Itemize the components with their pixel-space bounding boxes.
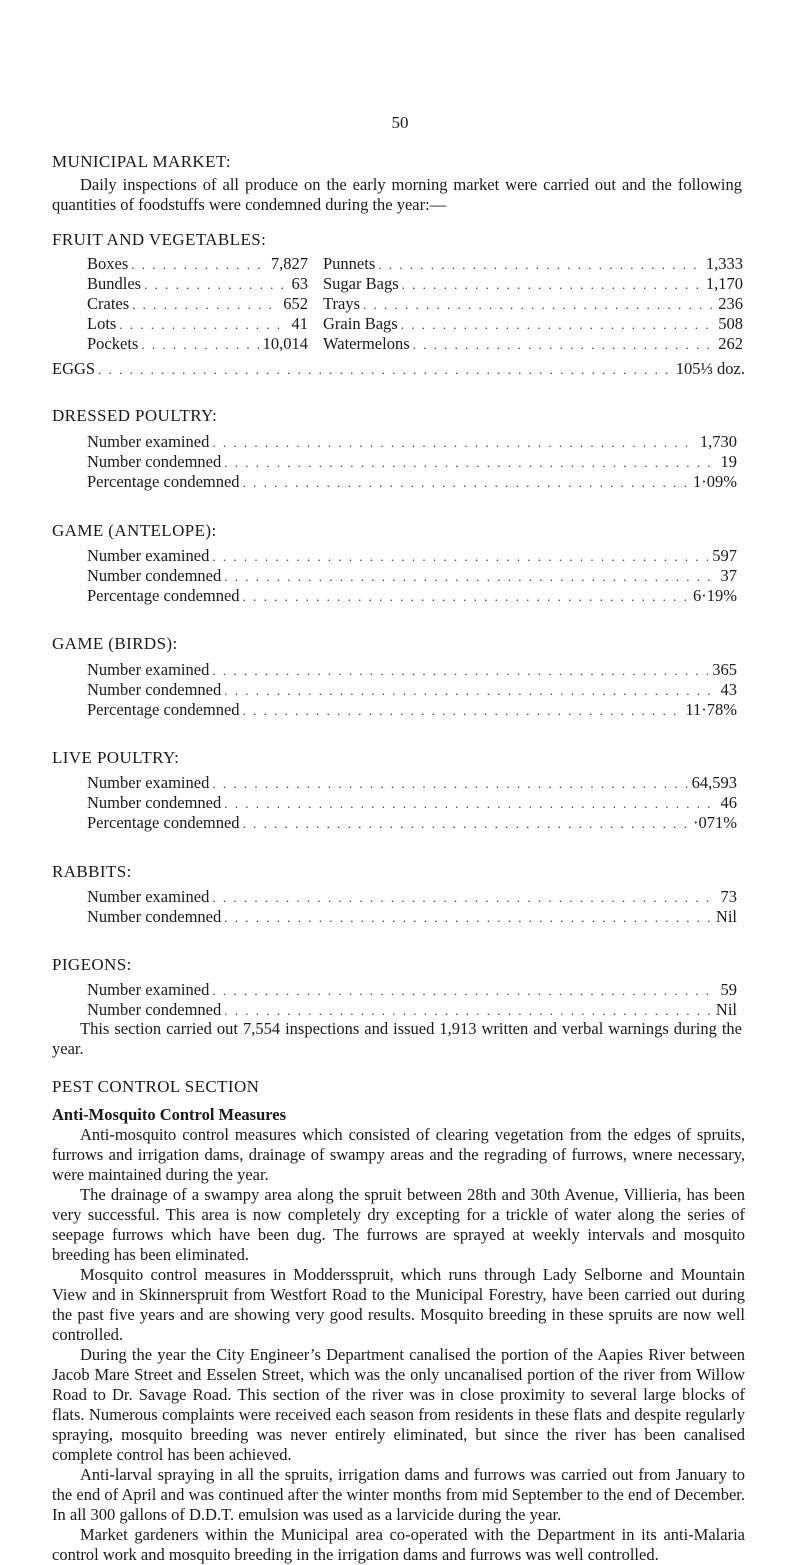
stat-value: 19 [720, 452, 737, 471]
eggs-label: EGGS [52, 359, 96, 378]
stat-label: Percentage condemned [87, 586, 240, 605]
stat-value: 1·09% [693, 472, 737, 491]
item-value: 41 [291, 314, 308, 333]
fruit-veg-heading: FRUIT AND VEGETABLES: [52, 230, 267, 249]
leader-dots [224, 1001, 712, 1021]
eggs-row [52, 359, 745, 379]
stat-row [87, 586, 737, 606]
intro-paragraph: Daily inspections of all produce on the early morning market were carried out and the following quantities of foodstuffs were condemned during the year:— [52, 175, 742, 214]
live-poultry-heading: LIVE POULTRY: [52, 748, 180, 767]
stat-label: Number examined [87, 773, 210, 792]
leader-dots [363, 295, 714, 315]
stat-row [87, 887, 737, 907]
stat-label: Number condemned [87, 452, 222, 471]
item-label: Boxes [87, 254, 129, 273]
stat-label: Number examined [87, 887, 210, 906]
game-antelope-heading: GAME (ANTELOPE): [52, 521, 217, 540]
fruit-veg-right-row [323, 334, 743, 354]
stat-value: 64,593 [691, 773, 737, 792]
body-paragraph: During the year the City Engineer’s Department canalised the portion of the Aapies River between Jacob Mare Street and Esselen Street, which was the only uncanalised portion of the river from Willow Road to Dr. Savage Road. This section of the river was in close proximity to several large blocks of flats. Numerous complaints were received each season from residents in these flats and despite regularly spraying, mosquito breeding was never entirely eliminated, but since the river has been canalised complete control has been achieved. [52, 1345, 745, 1464]
stat-row [87, 660, 737, 680]
fruit-veg-left-row [87, 274, 308, 294]
item-label: Trays [323, 294, 360, 313]
item-value: 262 [718, 334, 743, 353]
stat-value: ·071% [693, 813, 737, 832]
stat-label: Number condemned [87, 680, 222, 699]
body-paragraph: Anti-larval spraying in all the spruits, irrigation dams and furrows was carried out from January to the end of April and was continued after the winter months from mid September to the end of December. In all 300 gallons of D.D.T. emulsion was used as a larvicide during the year. [52, 1465, 745, 1524]
item-value: 1,170 [705, 274, 743, 293]
body-paragraph: Market gardeners within the Municipal area co-operated with the Department in its anti-Malaria control work and mosquito breeding in the irrigation dams and furrows was well controlled. [52, 1525, 745, 1564]
leader-dots [212, 547, 708, 567]
dressed-poultry-heading: DRESSED POULTRY: [52, 406, 218, 425]
stat-value: 11·78% [685, 700, 737, 719]
stat-label: Number examined [87, 660, 210, 679]
leader-dots [212, 774, 687, 794]
item-label: Crates [87, 294, 130, 313]
stat-label: Number examined [87, 980, 210, 999]
pest-control-heading: PEST CONTROL SECTION [52, 1077, 260, 1096]
leader-dots [243, 701, 682, 721]
anti-mosquito-subheading: Anti-Mosquito Control Measures [52, 1105, 287, 1124]
stat-label: Number condemned [87, 566, 222, 585]
stat-label: Percentage condemned [87, 813, 240, 832]
body-paragraph: The drainage of a swampy area along the spruit between 28th and 30th Avenue, Villieria, has been very successful. This area is now completely dry excepting for a trickle of water along the series of seepage furrows which have been dug. The furrows are sprayed at weekly intervals and mosquito breeding has been eliminated. [52, 1185, 745, 1264]
item-value: 10,014 [262, 334, 308, 353]
pigeons-heading: PIGEONS: [52, 955, 132, 974]
stat-label: Number condemned [87, 793, 222, 812]
leader-dots [144, 275, 287, 295]
item-value: 63 [291, 274, 308, 293]
item-value: 236 [718, 294, 743, 313]
game-birds-heading: GAME (BIRDS): [52, 634, 178, 653]
item-value: 508 [718, 314, 743, 333]
item-value: 1,333 [705, 254, 743, 273]
item-label: Sugar Bags [323, 274, 399, 293]
leader-dots [224, 794, 716, 814]
fruit-veg-right-row [323, 274, 743, 294]
leader-dots [212, 433, 696, 453]
stat-row [87, 432, 737, 452]
leader-dots [243, 587, 689, 607]
fruit-veg-left-row [87, 294, 308, 314]
stat-row [87, 700, 737, 720]
fruit-veg-right-row [323, 294, 743, 314]
leader-dots [131, 255, 267, 275]
leader-dots [243, 814, 689, 834]
stat-row [87, 907, 737, 927]
stat-row [87, 472, 737, 492]
item-value: 7,827 [270, 254, 308, 273]
stat-value: 6·19% [693, 586, 737, 605]
fruit-veg-left-row [87, 314, 308, 334]
stat-row [87, 773, 737, 793]
stat-label: Percentage condemned [87, 700, 240, 719]
stat-label: Number examined [87, 432, 210, 451]
stat-row [87, 680, 737, 700]
leader-dots [402, 275, 702, 295]
stat-row [87, 566, 737, 586]
stat-row [87, 546, 737, 566]
stat-value: Nil [715, 907, 737, 926]
municipal-market-heading: MUNICIPAL MARKET: [52, 152, 231, 171]
fruit-veg-left-row [87, 334, 308, 354]
leader-dots [378, 255, 702, 275]
item-label: Watermelons [323, 334, 410, 353]
fruit-veg-right-row [323, 314, 743, 334]
leader-dots [224, 567, 716, 587]
stat-label: Number condemned [87, 907, 222, 926]
leader-dots [212, 981, 716, 1001]
stat-value: 365 [712, 660, 737, 679]
stat-row [87, 793, 737, 813]
body-paragraph: Anti-mosquito control measures which consisted of clearing vegetation from the edges of spruits, furrows and irrigation dams, drainage of swampy areas and the regrading of furrows, wnere necessary, were maintained during the year. [52, 1125, 745, 1184]
leader-dots [132, 295, 279, 315]
eggs-value: 105⅓ doz. [675, 359, 745, 378]
item-value: 652 [283, 294, 308, 313]
stat-row [87, 1000, 737, 1020]
item-label: Lots [87, 314, 117, 333]
stat-row [87, 980, 737, 1000]
item-label: Pockets [87, 334, 139, 353]
stat-value: 73 [720, 887, 737, 906]
leader-dots [224, 908, 712, 928]
stat-value: 597 [712, 546, 737, 565]
fruit-veg-left-row [87, 254, 308, 274]
leader-dots [98, 360, 672, 380]
stat-value: 37 [720, 566, 737, 585]
stat-row [87, 452, 737, 472]
leader-dots [212, 661, 708, 681]
stat-value: 46 [720, 793, 737, 812]
page-number: 50 [391, 113, 409, 132]
leader-dots [212, 888, 716, 908]
pigeons-summary [52, 1019, 742, 1059]
leader-dots [224, 453, 716, 473]
item-label: Grain Bags [323, 314, 398, 333]
leader-dots [224, 681, 716, 701]
pest-control-body [52, 1125, 745, 1565]
leader-dots [141, 335, 258, 355]
leader-dots [243, 473, 689, 493]
summary-paragraph: This section carried out 7,554 inspections and issued 1,913 written and verbal warnings during the year. [52, 1019, 742, 1058]
leader-dots [401, 315, 715, 335]
stat-value: 43 [720, 680, 737, 699]
leader-dots [413, 335, 715, 355]
stat-row [87, 813, 737, 833]
item-label: Punnets [323, 254, 376, 273]
stat-label: Number condemned [87, 1000, 222, 1019]
stat-label: Number examined [87, 546, 210, 565]
stat-value: 59 [720, 980, 737, 999]
body-paragraph: Mosquito control measures in Moddersspruit, which runs through Lady Selborne and Mountain View and in Skinnerspruit from Westfort Road to the Municipal Forestry, have been carried out during the past five years and are showing very good results. Mosquito breeding in these spruits are now well controlled. [52, 1265, 745, 1344]
fruit-veg-right-row [323, 254, 743, 274]
stat-value: Nil [715, 1000, 737, 1019]
stat-label: Percentage condemned [87, 472, 240, 491]
stat-value: 1,730 [699, 432, 737, 451]
rabbits-heading: RABBITS: [52, 862, 132, 881]
item-label: Bundles [87, 274, 142, 293]
leader-dots [119, 315, 287, 335]
municipal-market-intro [52, 175, 742, 215]
